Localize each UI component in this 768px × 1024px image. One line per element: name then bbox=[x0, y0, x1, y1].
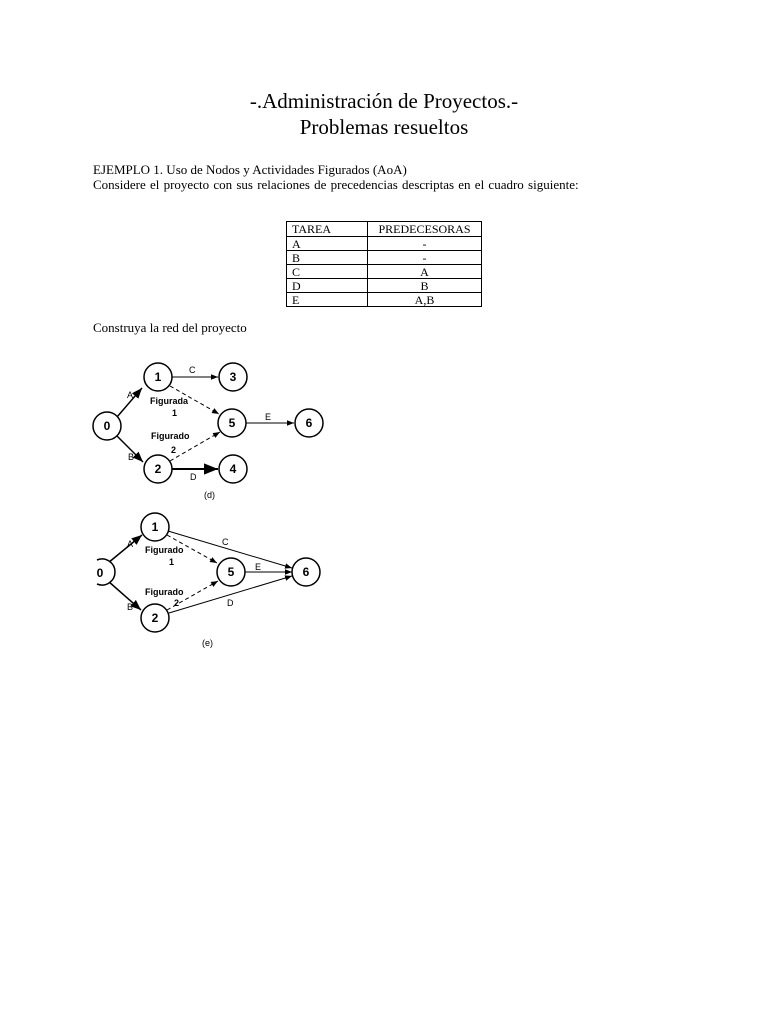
task-cell: C bbox=[287, 265, 368, 279]
node-label: 3 bbox=[229, 370, 237, 384]
dummy-label-2: Figurado bbox=[151, 431, 190, 441]
node-label: 2 bbox=[154, 462, 162, 476]
task-cell: B bbox=[287, 251, 368, 265]
instruction-text: Construya la red del proyecto bbox=[93, 320, 247, 335]
node-1 bbox=[141, 513, 169, 541]
node-4 bbox=[219, 455, 247, 483]
diagram-caption-e: (e) bbox=[202, 638, 213, 648]
predecessor-cell: A,B bbox=[368, 293, 482, 307]
node-label: 1 bbox=[154, 370, 162, 384]
predecessor-cell: A bbox=[368, 265, 482, 279]
node-label: 2 bbox=[151, 611, 159, 625]
task-cell: A bbox=[287, 237, 368, 251]
predecessor-cell: - bbox=[368, 251, 482, 265]
edge-label-a: A bbox=[127, 539, 134, 549]
node-5 bbox=[218, 409, 246, 437]
edge-label-b: B bbox=[127, 602, 134, 612]
node-1 bbox=[144, 363, 172, 391]
node-label: 0 bbox=[96, 566, 104, 580]
dummy-number-2: 2 bbox=[171, 445, 177, 455]
node-label: 6 bbox=[305, 416, 313, 430]
task-cell: D bbox=[287, 279, 368, 293]
node-6 bbox=[292, 558, 320, 586]
node-2 bbox=[141, 604, 169, 632]
column-header-predecessors: PREDECESORAS bbox=[368, 222, 482, 237]
problem-description: Considere el proyecto con sus relaciones de precedencias descriptas en el cuadro siguiente: bbox=[93, 177, 579, 192]
dummy-label-1: Figurada bbox=[150, 396, 189, 406]
node-2 bbox=[144, 455, 172, 483]
node-label: 6 bbox=[302, 565, 310, 579]
node-label: 4 bbox=[229, 462, 237, 476]
node-6 bbox=[295, 409, 323, 437]
dummy-label-2: Figurado bbox=[145, 587, 184, 597]
edge-label-e: E bbox=[265, 412, 272, 422]
dummy-number-1: 1 bbox=[169, 557, 175, 567]
page-title: -.Administración de Proyectos.- bbox=[249, 89, 519, 113]
node-0 bbox=[97, 559, 115, 585]
edge-label-c: C bbox=[189, 365, 196, 375]
example-heading: EJEMPLO 1. Uso de Nodos y Actividades Figurados (AoA) bbox=[93, 162, 407, 177]
dummy-number-2: 2 bbox=[174, 598, 180, 608]
page-subtitle: Problemas resueltos bbox=[299, 115, 469, 139]
predecessor-cell: - bbox=[368, 237, 482, 251]
edge-label-d: D bbox=[227, 598, 234, 608]
edge-label-a: A bbox=[127, 390, 134, 400]
dummy-label-1: Figurado bbox=[145, 545, 184, 555]
task-cell: E bbox=[287, 293, 368, 307]
node-label: 0 bbox=[103, 419, 111, 433]
edge-label-e: E bbox=[255, 562, 262, 572]
node-5 bbox=[217, 558, 245, 586]
network-diagram-e bbox=[97, 513, 320, 648]
predecessor-cell: B bbox=[368, 279, 482, 293]
column-header-task: TAREA bbox=[287, 222, 368, 237]
node-label: 1 bbox=[151, 520, 159, 534]
edge-label-c: C bbox=[222, 537, 229, 547]
node-3 bbox=[219, 363, 247, 391]
dummy-number-1: 1 bbox=[172, 408, 178, 418]
edge-b bbox=[108, 581, 141, 610]
edge-a bbox=[108, 535, 142, 563]
edge-label-d: D bbox=[190, 472, 197, 482]
node-label: 5 bbox=[228, 416, 236, 430]
edge-label-b: B bbox=[128, 452, 135, 462]
diagram-caption-d: (d) bbox=[204, 490, 215, 500]
node-label: 5 bbox=[227, 565, 235, 579]
node-0 bbox=[93, 412, 121, 440]
